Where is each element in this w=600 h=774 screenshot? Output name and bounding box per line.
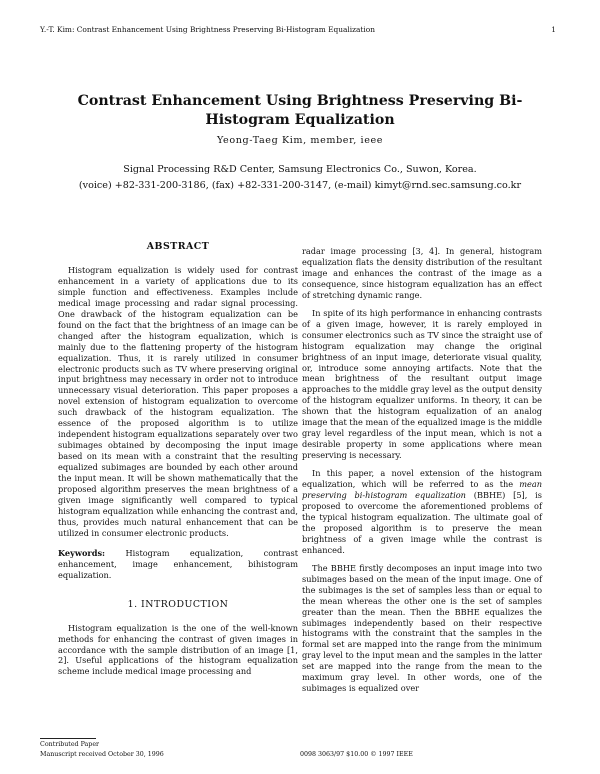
right-paragraph-3 bbox=[302, 468, 542, 556]
affiliation-line-1: Signal Processing R&D Center, Samsung Electronics Co., Suwon, Korea. bbox=[123, 164, 477, 175]
page-number: 1 bbox=[551, 25, 556, 34]
keywords bbox=[58, 548, 298, 581]
p3-end: (BBHE) [5], is proposed to overcome the aforementioned problems of the typical histogram equalization. The ultimate goal of the proposed algorithm is to preserve the mean brightness of a given image while the contrast is enhanced. bbox=[302, 490, 542, 555]
footnote-received: Manuscript received October 30, 1996 bbox=[40, 751, 164, 758]
keywords-text: Histogram equalization, contrast enhancement, image enhancement, bihistogram equalization. bbox=[58, 547, 298, 580]
right-paragraph-4: The BBHE firstly decomposes an input image into two subimages based on the mean of the input image. One of the subimages is the set of samples less than or equal to the mean whereas the other one is the set of samples greater than the mean. Then the BBHE equalizes the subimages independently based on their respective histograms with the constraint that the samples in the formal set are mapped into the range from the minimum gray level to the input mean and the samples in the latter set are mapped into the range from the mean to the maximum gray level. In other words, one of the subimages is equalized over bbox=[302, 562, 542, 694]
keywords-label: Keywords: bbox=[58, 547, 106, 558]
footnote-rule bbox=[40, 738, 96, 739]
abstract-heading: ABSTRACT bbox=[146, 241, 210, 252]
running-head: Y.-T. Kim: Contrast Enhancement Using Brightness Preserving Bi-Histogram Equalization bbox=[40, 25, 375, 34]
footnote-contributed: Contributed Paper bbox=[40, 741, 100, 748]
intro-paragraph-1: Histogram equalization is the one of the well-known methods for enhancing the contrast of given images in accordance with the sample distribution of an image [1, 2]. Useful applications of the histogram equalization scheme include medical image processing and bbox=[58, 622, 298, 677]
author-line: Yeong-Taeg Kim, member, ieee bbox=[216, 135, 384, 146]
p3-start: In this paper, a novel extension of the histogram equalization, which will be referred to as the bbox=[302, 468, 542, 490]
affiliation-line-2: (voice) +82-331-200-3186, (fax) +82-331-200-3147, (e-mail) kimyt@rnd.sec.samsung.co.kr bbox=[78, 180, 522, 191]
affiliation bbox=[40, 162, 560, 194]
right-paragraph-2: In spite of its high performance in enhancing contrasts of a given image, however, it is rarely employed in consumer electronics such as TV since the straight use of histogram equalization may change the original brightness of an input image, deteriorate visual quality, or, introduce some annoying artifacts. Note that the mean brightness of the resultant output image approaches to the middle gray level as the output density of the histogram equalizer uniforms. In theory, it can be shown that the histogram equalization of an analog image that the mean of the equalized image is the middle gray level regardless of the input mean, which is not a desirable property in some applications where mean preserving is necessary. bbox=[302, 307, 542, 461]
left-column bbox=[58, 242, 298, 677]
right-paragraph-1: radar image processing [3, 4]. In general, histogram equalization flats the density distribution of the resultant image and enhances the contrast of the image as a consequence, since histogram equalization has an effect of stretching dynamic range. bbox=[302, 246, 542, 300]
abstract-body: Histogram equalization is widely used for contrast enhancement in a variety of applications due to its simple function and effectiveness. Examples include medical image processing and radar signal processing. One drawback of the histogram equalization can be found on the fact that the brightness of an image can be changed after the histogram equalization, which is mainly due to the flattening property of the histogram equalization. Thus, it is rarely utilized in consumer electronic products such as TV where preserving original input brightness may necessary in order not to introduce unnecessary visual deterioration. This paper proposes a novel extension of histogram equalization to overcome such drawback of the histogram equalization. The essence of the proposed algorithm is to utilize independent histogram equalizations separately over two subimages obtained by decomposing the input image based on its mean with a constraint that the resulting equalized subimages are bounded by each other around the input mean. It will be shown mathematically that the proposed algorithm preserves the mean brightness of a given image significantly well compared to typical histogram equalization while enhancing the contrast and, thus, provides much natural enhancement that can be utilized in consumer electronic products. bbox=[58, 264, 298, 538]
right-column bbox=[302, 246, 542, 694]
paper-title: Contrast Enhancement Using Brightness Preserving Bi-Histogram Equalization bbox=[77, 93, 523, 128]
introduction-heading: 1. INTRODUCTION bbox=[127, 598, 229, 610]
method-name: mean preserving bi-histogram equalization bbox=[302, 479, 542, 501]
footnote-copyright-code: 0098 3063/97 $10.00 © 1997 IEEE bbox=[300, 751, 413, 758]
